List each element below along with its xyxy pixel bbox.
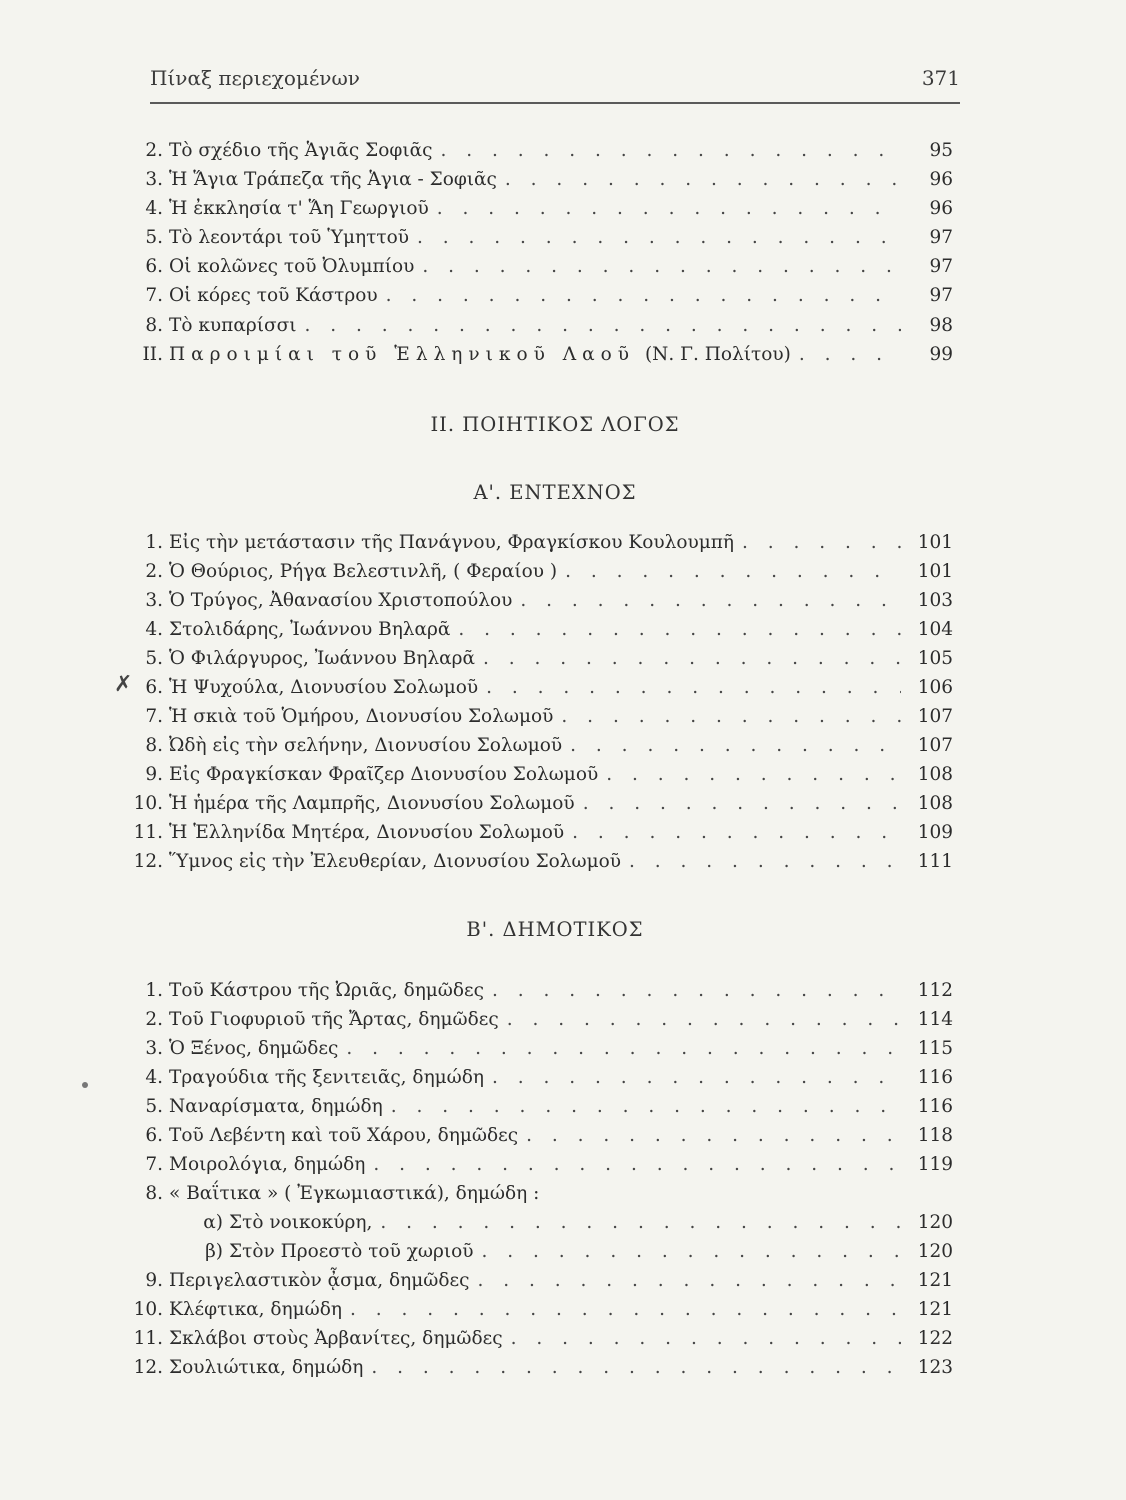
leader-dots [799, 342, 901, 368]
toc-entry: 8. Ὠδὴ εἰς τὴν σελήνην, Διονυσίου Σολωμοῦ . . . 107 [133, 733, 953, 759]
leader-dots [583, 791, 901, 817]
leader-dots [437, 196, 901, 222]
toc-entry: 11. Σκλάβοι στοὺς Ἀρβανίτες, δημῶδες . . . 122 [133, 1326, 953, 1352]
leader-dots [492, 978, 901, 1004]
toc-entry: 1. Εἰς τὴν μετάστασιν τῆς Πανάγνου, Φραγκίσκου Κουλουμπῆ . . . 101 [133, 530, 953, 556]
leader-dots [373, 1152, 901, 1178]
leader-dots [304, 313, 901, 339]
leader-dots [565, 559, 901, 585]
leader-dots [417, 225, 901, 251]
toc-entry: 7. Οἱ κόρες τοῦ Κάστρου . . . 97 [133, 283, 953, 309]
leader-dots [492, 1065, 901, 1091]
toc-entry: 8. Τὸ κυπαρίσσι . . . 98 [133, 313, 953, 339]
leader-dots [570, 733, 901, 759]
leader-dots [511, 1326, 901, 1352]
running-head-title: Πίναξ περιεχομένων [150, 66, 360, 90]
running-head [150, 66, 960, 90]
leader-dots [440, 138, 901, 164]
leader-dots [346, 1036, 901, 1062]
leader-dots [386, 283, 901, 309]
leader-dots [371, 1355, 901, 1381]
leader-dots [380, 1210, 901, 1236]
leader-dots [629, 849, 901, 875]
leader-dots [350, 1297, 901, 1323]
toc-entry: 2. Ὁ Θούριος, Ρήγα Βελεστινλῆ, ( Φεραίου ) . . . 101 [133, 559, 953, 585]
toc-entry: 5. Ναναρίσματα, δημώδη . . . 116 [133, 1094, 953, 1120]
toc-entry: 5. Ὁ Φιλάργυρος, Ἰωάννου Βηλαρᾶ . . . 105 [133, 646, 953, 672]
section-heading: II. ΠΟΙΗΤΙΚΟΣ ΛΟΓΟΣ [430, 413, 680, 436]
toc-subentry: α) Στὸ νοικοκύρη, . . . 120 [133, 1210, 953, 1236]
leader-dots [742, 530, 901, 556]
toc-entry: 4. Ἡ ἐκκλησία τ' Ἅη Γεωργιοῦ . . . 96 [133, 196, 953, 222]
leader-dots [477, 1268, 901, 1294]
leader-dots [505, 167, 901, 193]
leader-dots [561, 704, 901, 730]
toc-entry: 2. Τὸ σχέδιο τῆς Ἁγιᾶς Σοφιᾶς . . . 95 [133, 138, 953, 164]
toc-entry: 3. Ὁ Τρύγος, Ἀθανασίου Χριστοπούλου . . . 103 [133, 588, 953, 614]
toc-entry: 5. Τὸ λεοντάρι τοῦ Ὑμηττοῦ . . . 97 [133, 225, 953, 251]
toc-entry: 1. Τοῦ Κάστρου τῆς Ὠριᾶς, δημῶδες . . . 112 [133, 978, 953, 1004]
leader-dots [482, 1239, 901, 1265]
toc-entry: 6. Ἡ Ψυχούλα, Διονυσίου Σολωμοῦ . . . 106 [133, 675, 953, 701]
leader-dots [391, 1094, 901, 1120]
toc-entry: 6. Οἱ κολῶνες τοῦ Ὀλυμπίου . . . 97 [133, 254, 953, 280]
toc-subentry: β) Στὸν Προεστὸ τοῦ χωριοῦ . . . 120 [133, 1239, 953, 1265]
toc-entry: II. Παροιμίαι τοῦ Ἑλληνικοῦ Λαοῦ (Ν. Γ. Πολίτου) . . . 99 [133, 342, 953, 368]
leader-dots [572, 820, 901, 846]
toc-entry: 3. Ἡ Ἅγια Τράπεζα τῆς Ἁγια - Σοφιᾶς . . . 96 [133, 167, 953, 193]
handwritten-margin-mark: ✗ [114, 672, 133, 697]
leader-dots [483, 646, 901, 672]
ink-speck [82, 1082, 88, 1088]
leader-dots [486, 675, 901, 701]
leader-dots [507, 1007, 901, 1033]
page-number: 371 [921, 66, 960, 90]
toc-entry: 9. Περιγελαστικὸν ᾆσμα, δημῶδες . . . 121 [133, 1268, 953, 1294]
toc-entry: 7. Μοιρολόγια, δημώδη . . . 119 [133, 1152, 953, 1178]
leader-dots [606, 762, 901, 788]
leader-dots [520, 588, 901, 614]
subsection-heading: Α'. ΕΝΤΕΧΝΟΣ [473, 481, 637, 504]
toc-entry: 12. Σουλιώτικα, δημώδη . . . 123 [133, 1355, 953, 1381]
toc-entry: 3. Ὁ Ξένος, δημῶδες . . . 115 [133, 1036, 953, 1062]
toc-entry: 12. Ὕμνος εἰς τὴν Ἐλευθερίαν, Διονυσίου Σολωμοῦ . . . 111 [133, 849, 953, 875]
toc-entry: 10. Κλέφτικα, δημώδη . . . 121 [133, 1297, 953, 1323]
leader-dots [526, 1123, 901, 1149]
toc-entry: 8. « Βαΐτικα » ( Ἐγκωμιαστικά), δημώδη : [145, 1183, 540, 1204]
subsection-heading: Β'. ΔΗΜΟΤΙΚΟΣ [466, 918, 644, 941]
toc-entry: 10. Ἡ ἡμέρα τῆς Λαμπρῆς, Διονυσίου Σολωμοῦ . . . 108 [133, 791, 953, 817]
toc-entry: 9. Εἰς Φραγκίσκαν Φραῖζερ Διονυσίου Σολωμοῦ . . . 108 [133, 762, 953, 788]
toc-entry: 4. Τραγούδια τῆς ξενιτειᾶς, δημώδη . . . 116 [133, 1065, 953, 1091]
toc-entry: 11. Ἡ Ἑλληνίδα Μητέρα, Διονυσίου Σολωμοῦ . . . 109 [133, 820, 953, 846]
leader-dots [458, 617, 901, 643]
toc-entry: 7. Ἡ σκιὰ τοῦ Ὁμήρου, Διονυσίου Σολωμοῦ . . . 107 [133, 704, 953, 730]
leader-dots [422, 254, 901, 280]
toc-entry: 6. Τοῦ Λεβέντη καὶ τοῦ Χάρου, δημῶδες . . . 118 [133, 1123, 953, 1149]
header-rule [150, 102, 960, 104]
toc-entry: 4. Στολιδάρης, Ἰωάννου Βηλαρᾶ . . . 104 [133, 617, 953, 643]
toc-entry: 2. Τοῦ Γιοφυριοῦ τῆς Ἄρτας, δημῶδες . . . 114 [133, 1007, 953, 1033]
